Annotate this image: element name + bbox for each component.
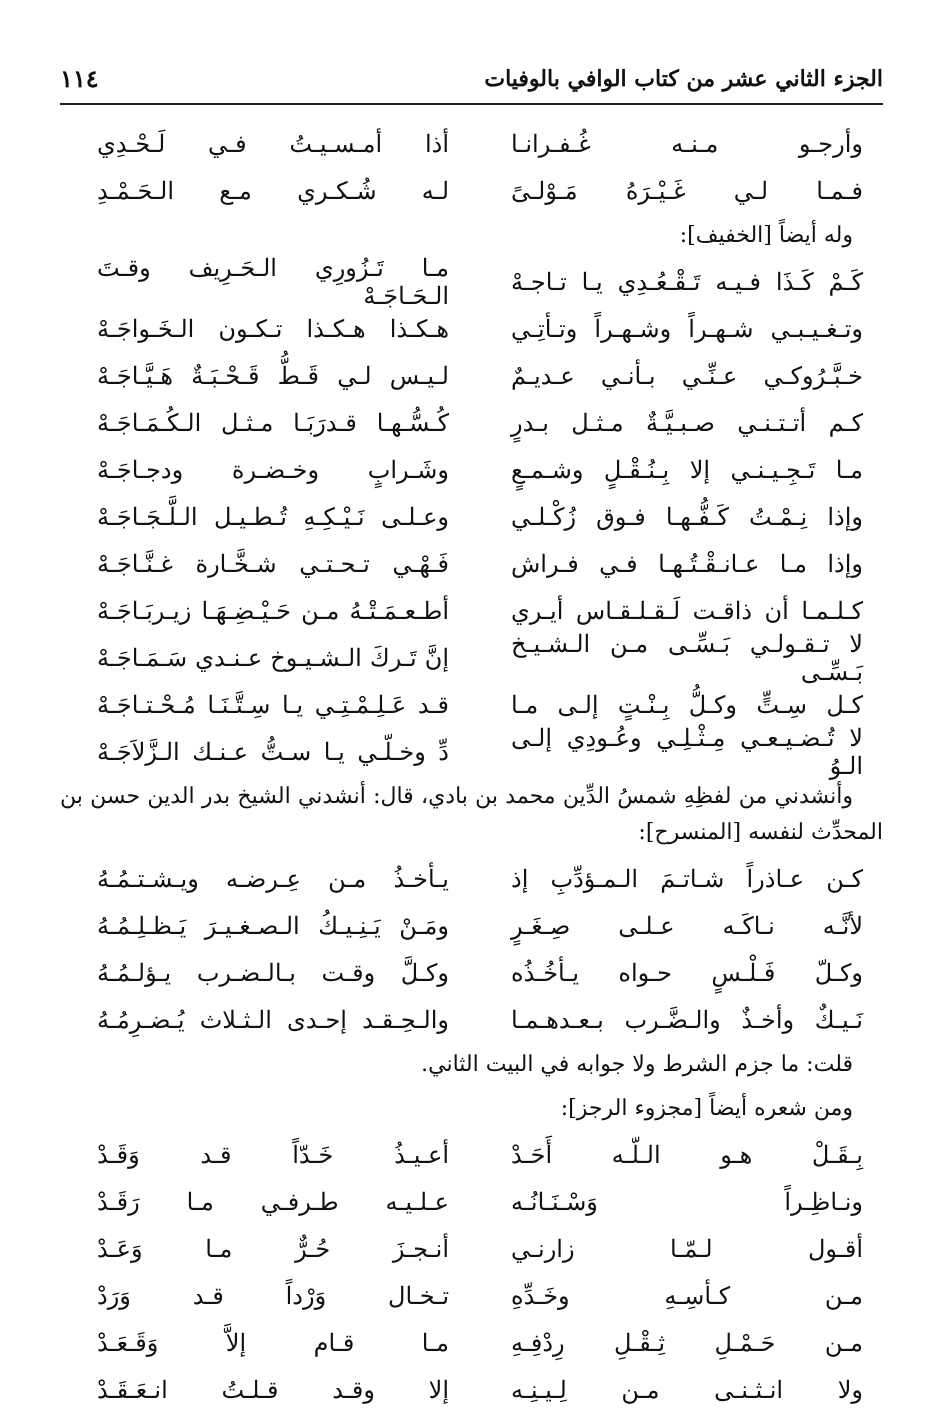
second-hemistich: هـكـذا هـكـذا تـكـون الـخَـواجَـهْ: [97, 314, 449, 343]
verse-line: [60, 540, 883, 587]
first-hemistich: مـن كـأسِـهِ وخَـدِّهِ: [511, 1281, 863, 1310]
poem-intro: وله أيضاً [الخفيف]:: [679, 223, 853, 248]
header-rule: [60, 103, 883, 105]
verse-line: [60, 902, 883, 949]
second-hemistich: أنـجـزَ حُـرٌّ مـا وَعَـدْ: [97, 1234, 449, 1263]
first-hemistich: أقـول لـمّـا زارنـي: [511, 1234, 863, 1263]
second-hemistich: كُـسُّـهـا قـدرَبَـا مـثـل الـكُـمَـاجَـهْ: [97, 408, 449, 437]
verse-line: [60, 629, 883, 686]
second-hemistich: أعـيـذُ خَـدّاً قـد وَقَـدْ: [97, 1140, 449, 1169]
verse-line: [60, 949, 883, 996]
second-hemistich: وعـلـى نَـيْـكِـهِ تُـطـيـل الـلَّـجَـاجَـهْ: [97, 502, 449, 531]
first-hemistich: وإذا مـا عـانـقْـتُـهـا فـي فـراش: [511, 549, 863, 578]
verse-line: [60, 855, 883, 902]
verse-line: [60, 167, 883, 214]
verse-line: [60, 1131, 883, 1178]
page-body: [60, 120, 883, 1413]
first-hemistich: كـلـمـا أن ذاقـت لَـقـلـقـاس أيـري: [511, 596, 863, 625]
verse-line: [60, 446, 883, 493]
first-hemistich: مـن حَـمْـلِ ثِـقْـلِ رِدْفِـهِ: [511, 1328, 863, 1357]
verse-block-3: [60, 855, 883, 1043]
second-hemistich: وشَـرابٍ وخـضـرة ودجـاجَـهْ: [97, 455, 449, 484]
second-hemistich: أطـعـمَـتْـهُ مـن حَـيْـضِـهَـا زيـربَـاجَـهْ: [97, 596, 449, 625]
second-hemistich: يـأخـذُ مـن عِـرضـه ويـشـتـمُـهُ: [97, 864, 449, 893]
second-hemistich: فَـهْـي تـحـتـي شـخَّـارة غـنَّـاجَـهْ: [97, 549, 449, 578]
second-hemistich: قـد عَـلِـمْـتِـي يـا سِـتَّـنَـا مُـحْـتـاجَـهْ: [97, 690, 449, 719]
first-hemistich: وإذا نِـمْـتُ كَـفُّـهـا فـوق زُكْـلـي: [511, 502, 863, 531]
second-hemistich: مـا قـام إلاَّ وَقَـعَـدْ: [97, 1328, 449, 1357]
first-hemistich: لأنَّـه نـاكَـه عـلـى صِـغَـرٍ: [511, 911, 863, 940]
verse-line: [60, 587, 883, 634]
first-hemistich: لا تـقـولـي بَـسِّـى مـن الـشـيـخ بَـسِّـى: [511, 629, 863, 686]
verse-line: [60, 493, 883, 540]
verse-line: [60, 681, 883, 728]
first-hemistich: مـا تَـجِـيـنـي إلا بِـنُـقْـلٍ وشـمـعٍ: [511, 455, 863, 484]
verse-line: [60, 305, 883, 352]
verse-line: [60, 1366, 883, 1413]
first-hemistich: وتـغـيـبـي شـهـراً وشـهـراً وتـأتِـي: [511, 314, 863, 343]
second-hemistich: تـخـال وَرْداً قـد وَرَدْ: [97, 1281, 449, 1310]
first-hemistich: وأرجـو مـنـه غُـفـرانـا: [511, 129, 863, 158]
prose-paragraph: وأنشدني من لفظِهِ شمسُ الدِّين محمد بن بادي، قال: أنشدني الشيخ بدر الدين حسن بن المحدِّث لنفسه [المنسرح]:: [60, 784, 883, 845]
verse-block-2: [60, 253, 883, 780]
verse-line: [60, 1225, 883, 1272]
verse-block-4: [60, 1131, 883, 1413]
page-number: ١١٤: [60, 64, 99, 93]
first-hemistich: ولا انـثـنـى مـن لِـيـنِـه: [511, 1375, 863, 1404]
page-header: [60, 60, 883, 100]
second-hemistich: دِّ وخـلّـي يـا سـتُّ عـنـك الـزَّلاَجَـهْ: [97, 737, 449, 766]
second-hemistich: لـيـس لـي قَـطُّ قَـحْـبَـةٌ هَـيَّـاجَـهْ: [97, 361, 449, 390]
verse-line: [60, 253, 883, 310]
verse-line: [60, 352, 883, 399]
first-hemistich: خـبَّـرُوكـي عـنِّـي بـأنـي عـديـمٌ: [511, 361, 863, 390]
first-hemistich: كـم أتـتـنـي صـبـيَّـةٌ مـثـل بـدرٍ: [511, 408, 863, 437]
first-hemistich: نَـيـكٌ وأخـذٌ والـضَّـرب بـعـدهـمـا: [511, 1005, 863, 1034]
second-hemistich: والـحِـقـد إحـدى الـثـلاث يُـضـرِمُـهُ: [97, 1005, 449, 1034]
second-hemistich: إلا وقـد قـلـتُ انـعَـقَـدْ: [97, 1375, 449, 1404]
first-hemistich: ونـاظِـراً وَسْـنَـانُـه: [511, 1187, 863, 1216]
first-hemistich: وكـلّ فَـلْـسٍ حـواه يـأخُـذُه: [511, 958, 863, 987]
verse-line: [60, 120, 883, 167]
first-hemistich: كـل سِـتٍّ وكـلُّ بِـنْـتٍ إلـى مـا: [511, 690, 863, 719]
verse-line: [60, 1272, 883, 1319]
first-hemistich: كـن عـاذراً شـاتـمَ الـمـؤدِّبِ إذ: [511, 864, 863, 893]
second-hemistich: مـا تَـزُورِي الـحَـرِيف وقـتَ الـحَـاجَـهْ: [97, 253, 449, 310]
second-hemistich: وكـلَّ وقـت بـالـضـرب يـؤلـمُـهُ: [97, 958, 449, 987]
poem-intro: ومن شعره أيضاً [مجزوء الرجز]:: [560, 1096, 853, 1121]
first-hemistich: لا تُـضـيـعـي مِـثْـلِـي وعُـودِي إلـى الـوُ: [511, 723, 863, 780]
verse-line: [60, 1319, 883, 1366]
second-hemistich: ومَـنْ يَـنِـيـكُ الـصـغـيـرَ يَـظـلِـمُـهُ: [97, 911, 449, 940]
first-hemistich: فـمـا لـي غَـيْـرَهُ مَـوْلـىً: [511, 176, 863, 205]
second-hemistich: إنَّ تَـركَ الـشـيـوخ عـنـدي سَـمَـاجَـهْ: [97, 643, 449, 672]
verse-block-1: [60, 120, 883, 214]
verse-line: [60, 996, 883, 1043]
editor-note: قلت: ما جزم الشرط ولا جوابه في البيت الثاني.: [421, 1052, 853, 1077]
verse-line: [60, 399, 883, 446]
first-hemistich: كَـمْ كَـذَا فـيـه تَـقْـعُـدِي يـا تـاجـهْ: [511, 267, 863, 296]
verse-line: [60, 723, 883, 780]
second-hemistich: عـلـيـه طـرفـي مـا رَقَـدْ: [97, 1187, 449, 1216]
running-title: الجزء الثاني عشر من كتاب الوافي بالوفيات: [484, 66, 883, 92]
second-hemistich: أذا أمـسـيـتُ فـي لَـحْـدِي: [97, 129, 449, 158]
second-hemistich: لـه شُـكـري مـع الـحَـمْـدِ: [97, 176, 449, 205]
verse-line: [60, 1178, 883, 1225]
first-hemistich: بِـقَـلْ هـو الـلّـه أَحَـدْ: [511, 1140, 863, 1169]
